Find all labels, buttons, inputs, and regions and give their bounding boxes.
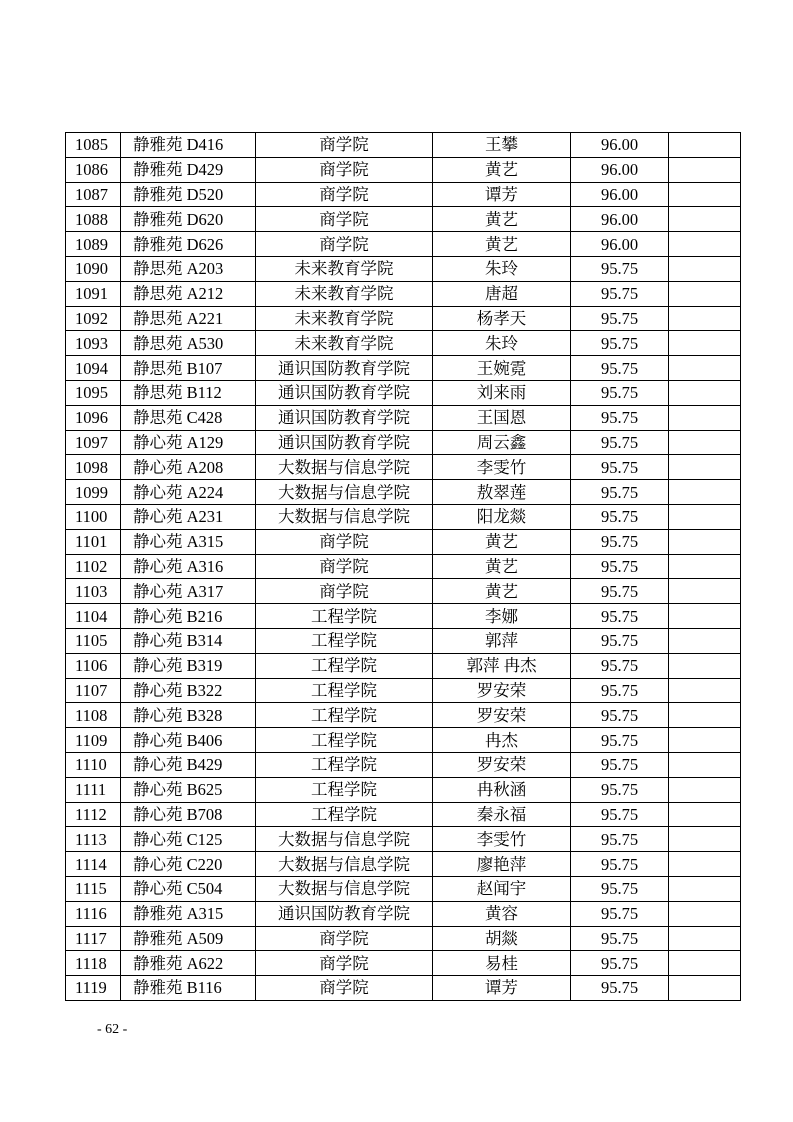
- cell-number: 1105: [66, 628, 121, 653]
- cell-note: [669, 306, 741, 331]
- cell-room: 静心苑 C220: [121, 852, 256, 877]
- cell-number: 1106: [66, 653, 121, 678]
- cell-number: 1086: [66, 157, 121, 182]
- cell-name: 黄艺: [433, 529, 571, 554]
- cell-name: 李娜: [433, 604, 571, 629]
- cell-score: 95.75: [571, 728, 669, 753]
- cell-name: 李雯竹: [433, 827, 571, 852]
- cell-college: 通识国防教育学院: [256, 405, 433, 430]
- cell-note: [669, 405, 741, 430]
- table-row: [66, 604, 741, 629]
- cell-score: 95.75: [571, 405, 669, 430]
- cell-score: 96.00: [571, 133, 669, 158]
- cell-note: [669, 232, 741, 257]
- cell-room: 静心苑 C504: [121, 876, 256, 901]
- cell-college: 大数据与信息学院: [256, 455, 433, 480]
- cell-room: 静心苑 A315: [121, 529, 256, 554]
- cell-college: 商学院: [256, 554, 433, 579]
- cell-note: [669, 678, 741, 703]
- table-row: [66, 579, 741, 604]
- cell-room: 静心苑 A231: [121, 504, 256, 529]
- cell-name: 王国恩: [433, 405, 571, 430]
- cell-score: 96.00: [571, 207, 669, 232]
- cell-name: 冉杰: [433, 728, 571, 753]
- cell-number: 1114: [66, 852, 121, 877]
- cell-note: [669, 703, 741, 728]
- cell-number: 1102: [66, 554, 121, 579]
- cell-college: 未来教育学院: [256, 256, 433, 281]
- cell-number: 1107: [66, 678, 121, 703]
- table-row: [66, 703, 741, 728]
- cell-note: [669, 827, 741, 852]
- cell-college: 大数据与信息学院: [256, 876, 433, 901]
- cell-note: [669, 157, 741, 182]
- cell-name: 黄艺: [433, 554, 571, 579]
- table-row: [66, 827, 741, 852]
- table-row: [66, 430, 741, 455]
- cell-score: 95.75: [571, 579, 669, 604]
- cell-college: 工程学院: [256, 777, 433, 802]
- table-row: [66, 232, 741, 257]
- cell-note: [669, 480, 741, 505]
- cell-number: 1117: [66, 926, 121, 951]
- table-row: [66, 480, 741, 505]
- cell-note: [669, 802, 741, 827]
- cell-room: 静心苑 A317: [121, 579, 256, 604]
- cell-college: 商学院: [256, 926, 433, 951]
- cell-score: 95.75: [571, 827, 669, 852]
- cell-score: 95.75: [571, 604, 669, 629]
- cell-note: [669, 504, 741, 529]
- cell-note: [669, 430, 741, 455]
- cell-name: 秦永福: [433, 802, 571, 827]
- cell-room: 静心苑 A208: [121, 455, 256, 480]
- cell-number: 1095: [66, 380, 121, 405]
- cell-room: 静雅苑 A622: [121, 951, 256, 976]
- cell-number: 1094: [66, 356, 121, 381]
- cell-note: [669, 604, 741, 629]
- cell-number: 1103: [66, 579, 121, 604]
- cell-number: 1098: [66, 455, 121, 480]
- cell-name: 罗安荣: [433, 678, 571, 703]
- table-row: [66, 951, 741, 976]
- cell-number: 1090: [66, 256, 121, 281]
- cell-score: 95.75: [571, 777, 669, 802]
- cell-note: [669, 976, 741, 1001]
- cell-score: 95.75: [571, 380, 669, 405]
- cell-score: 95.75: [571, 356, 669, 381]
- cell-number: 1113: [66, 827, 121, 852]
- cell-note: [669, 331, 741, 356]
- cell-room: 静心苑 B708: [121, 802, 256, 827]
- cell-college: 未来教育学院: [256, 306, 433, 331]
- cell-college: 未来教育学院: [256, 281, 433, 306]
- cell-score: 95.75: [571, 281, 669, 306]
- cell-note: [669, 728, 741, 753]
- table-row: [66, 281, 741, 306]
- cell-room: 静心苑 B429: [121, 752, 256, 777]
- cell-room: 静心苑 A129: [121, 430, 256, 455]
- cell-room: 静雅苑 D620: [121, 207, 256, 232]
- cell-score: 95.75: [571, 876, 669, 901]
- cell-score: 95.75: [571, 852, 669, 877]
- table-row: [66, 133, 741, 158]
- cell-college: 通识国防教育学院: [256, 430, 433, 455]
- cell-score: 95.75: [571, 926, 669, 951]
- cell-name: 易桂: [433, 951, 571, 976]
- cell-number: 1092: [66, 306, 121, 331]
- cell-room: 静心苑 A224: [121, 480, 256, 505]
- cell-note: [669, 628, 741, 653]
- cell-college: 商学院: [256, 207, 433, 232]
- table-row: [66, 728, 741, 753]
- cell-name: 黄艺: [433, 207, 571, 232]
- cell-college: 工程学院: [256, 678, 433, 703]
- cell-note: [669, 653, 741, 678]
- cell-room: 静心苑 B625: [121, 777, 256, 802]
- cell-note: [669, 281, 741, 306]
- cell-college: 通识国防教育学院: [256, 380, 433, 405]
- cell-name: 王婉霓: [433, 356, 571, 381]
- cell-room: 静雅苑 A315: [121, 901, 256, 926]
- table-row: [66, 678, 741, 703]
- cell-note: [669, 752, 741, 777]
- cell-score: 95.75: [571, 703, 669, 728]
- cell-note: [669, 455, 741, 480]
- table-row: [66, 207, 741, 232]
- cell-score: 95.75: [571, 455, 669, 480]
- cell-room: 静雅苑 D626: [121, 232, 256, 257]
- page-number: - 62 -: [97, 1022, 128, 1037]
- table-row: [66, 802, 741, 827]
- cell-note: [669, 579, 741, 604]
- cell-name: 黄艺: [433, 157, 571, 182]
- table-row: [66, 752, 741, 777]
- cell-name: 敖翠莲: [433, 480, 571, 505]
- cell-name: 胡燚: [433, 926, 571, 951]
- cell-number: 1109: [66, 728, 121, 753]
- cell-number: 1110: [66, 752, 121, 777]
- cell-room: 静思苑 C428: [121, 405, 256, 430]
- cell-name: 赵闻宇: [433, 876, 571, 901]
- cell-note: [669, 133, 741, 158]
- cell-college: 工程学院: [256, 604, 433, 629]
- cell-room: 静思苑 A203: [121, 256, 256, 281]
- cell-room: 静雅苑 D520: [121, 182, 256, 207]
- cell-number: 1108: [66, 703, 121, 728]
- cell-score: 95.75: [571, 554, 669, 579]
- cell-number: 1111: [66, 777, 121, 802]
- cell-number: 1118: [66, 951, 121, 976]
- cell-number: 1115: [66, 876, 121, 901]
- cell-name: 王攀: [433, 133, 571, 158]
- cell-college: 大数据与信息学院: [256, 852, 433, 877]
- cell-note: [669, 207, 741, 232]
- table-row: [66, 455, 741, 480]
- cell-number: 1112: [66, 802, 121, 827]
- cell-room: 静心苑 B314: [121, 628, 256, 653]
- cell-name: 朱玲: [433, 331, 571, 356]
- cell-number: 1089: [66, 232, 121, 257]
- cell-name: 刘来雨: [433, 380, 571, 405]
- cell-name: 李雯竹: [433, 455, 571, 480]
- cell-note: [669, 951, 741, 976]
- cell-note: [669, 777, 741, 802]
- cell-college: 商学院: [256, 951, 433, 976]
- cell-room: 静思苑 A212: [121, 281, 256, 306]
- table-row: [66, 876, 741, 901]
- cell-number: 1091: [66, 281, 121, 306]
- cell-score: 95.75: [571, 976, 669, 1001]
- cell-note: [669, 182, 741, 207]
- cell-name: 罗安荣: [433, 703, 571, 728]
- cell-name: 黄艺: [433, 579, 571, 604]
- cell-score: 95.75: [571, 430, 669, 455]
- cell-note: [669, 926, 741, 951]
- cell-college: 工程学院: [256, 703, 433, 728]
- table-body: [66, 133, 741, 1001]
- cell-name: 郭萍: [433, 628, 571, 653]
- cell-name: 周云鑫: [433, 430, 571, 455]
- cell-room: 静心苑 B322: [121, 678, 256, 703]
- cell-number: 1085: [66, 133, 121, 158]
- cell-college: 通识国防教育学院: [256, 356, 433, 381]
- table-row: [66, 182, 741, 207]
- cell-score: 96.00: [571, 157, 669, 182]
- table-row: [66, 306, 741, 331]
- cell-college: 大数据与信息学院: [256, 504, 433, 529]
- table-row: [66, 901, 741, 926]
- cell-room: 静心苑 C125: [121, 827, 256, 852]
- cell-number: 1116: [66, 901, 121, 926]
- cell-college: 商学院: [256, 529, 433, 554]
- cell-number: 1093: [66, 331, 121, 356]
- cell-name: 冉秋涵: [433, 777, 571, 802]
- cell-name: 郭萍 冉杰: [433, 653, 571, 678]
- dormitory-score-table: [65, 132, 741, 1001]
- cell-number: 1100: [66, 504, 121, 529]
- cell-room: 静心苑 B319: [121, 653, 256, 678]
- cell-room: 静雅苑 A509: [121, 926, 256, 951]
- cell-number: 1099: [66, 480, 121, 505]
- cell-score: 95.75: [571, 256, 669, 281]
- cell-score: 95.75: [571, 480, 669, 505]
- table-row: [66, 628, 741, 653]
- cell-score: 95.75: [571, 802, 669, 827]
- table-row: [66, 777, 741, 802]
- cell-room: 静思苑 B107: [121, 356, 256, 381]
- cell-room: 静思苑 A221: [121, 306, 256, 331]
- cell-name: 谭芳: [433, 976, 571, 1001]
- cell-score: 95.75: [571, 653, 669, 678]
- cell-name: 罗安荣: [433, 752, 571, 777]
- cell-college: 商学院: [256, 133, 433, 158]
- cell-room: 静心苑 B406: [121, 728, 256, 753]
- cell-college: 商学院: [256, 232, 433, 257]
- cell-score: 95.75: [571, 951, 669, 976]
- cell-name: 朱玲: [433, 256, 571, 281]
- cell-college: 商学院: [256, 157, 433, 182]
- table-row: [66, 653, 741, 678]
- cell-score: 95.75: [571, 678, 669, 703]
- table-row: [66, 504, 741, 529]
- cell-college: 工程学院: [256, 752, 433, 777]
- cell-name: 廖艳萍: [433, 852, 571, 877]
- cell-room: 静雅苑 D429: [121, 157, 256, 182]
- cell-note: [669, 901, 741, 926]
- cell-score: 96.00: [571, 232, 669, 257]
- cell-college: 未来教育学院: [256, 331, 433, 356]
- cell-name: 唐超: [433, 281, 571, 306]
- cell-note: [669, 852, 741, 877]
- table-row: [66, 256, 741, 281]
- cell-note: [669, 380, 741, 405]
- table-row: [66, 852, 741, 877]
- cell-score: 95.75: [571, 306, 669, 331]
- cell-college: 工程学院: [256, 628, 433, 653]
- cell-room: 静雅苑 D416: [121, 133, 256, 158]
- cell-score: 95.75: [571, 529, 669, 554]
- table-row: [66, 529, 741, 554]
- table-row: [66, 356, 741, 381]
- cell-note: [669, 554, 741, 579]
- cell-score: 95.75: [571, 628, 669, 653]
- table-row: [66, 331, 741, 356]
- cell-number: 1119: [66, 976, 121, 1001]
- cell-number: 1087: [66, 182, 121, 207]
- table-row: [66, 157, 741, 182]
- table-row: [66, 976, 741, 1001]
- cell-room: 静心苑 B216: [121, 604, 256, 629]
- cell-score: 95.75: [571, 901, 669, 926]
- cell-score: 96.00: [571, 182, 669, 207]
- cell-score: 95.75: [571, 504, 669, 529]
- table-row: [66, 405, 741, 430]
- cell-name: 黄容: [433, 901, 571, 926]
- cell-college: 大数据与信息学院: [256, 827, 433, 852]
- cell-number: 1101: [66, 529, 121, 554]
- cell-college: 大数据与信息学院: [256, 480, 433, 505]
- cell-college: 通识国防教育学院: [256, 901, 433, 926]
- table-row: [66, 380, 741, 405]
- cell-number: 1088: [66, 207, 121, 232]
- table-row: [66, 926, 741, 951]
- cell-note: [669, 876, 741, 901]
- cell-name: 阳龙燚: [433, 504, 571, 529]
- cell-college: 工程学院: [256, 802, 433, 827]
- cell-number: 1097: [66, 430, 121, 455]
- cell-room: 静思苑 A530: [121, 331, 256, 356]
- cell-room: 静思苑 B112: [121, 380, 256, 405]
- cell-note: [669, 256, 741, 281]
- cell-college: 商学院: [256, 579, 433, 604]
- cell-room: 静心苑 A316: [121, 554, 256, 579]
- cell-name: 谭芳: [433, 182, 571, 207]
- cell-college: 商学院: [256, 182, 433, 207]
- cell-college: 工程学院: [256, 728, 433, 753]
- cell-name: 杨孝天: [433, 306, 571, 331]
- cell-note: [669, 529, 741, 554]
- cell-number: 1096: [66, 405, 121, 430]
- cell-room: 静雅苑 B116: [121, 976, 256, 1001]
- cell-college: 工程学院: [256, 653, 433, 678]
- cell-score: 95.75: [571, 752, 669, 777]
- cell-room: 静心苑 B328: [121, 703, 256, 728]
- cell-name: 黄艺: [433, 232, 571, 257]
- cell-number: 1104: [66, 604, 121, 629]
- cell-score: 95.75: [571, 331, 669, 356]
- table-row: [66, 554, 741, 579]
- cell-note: [669, 356, 741, 381]
- cell-college: 商学院: [256, 976, 433, 1001]
